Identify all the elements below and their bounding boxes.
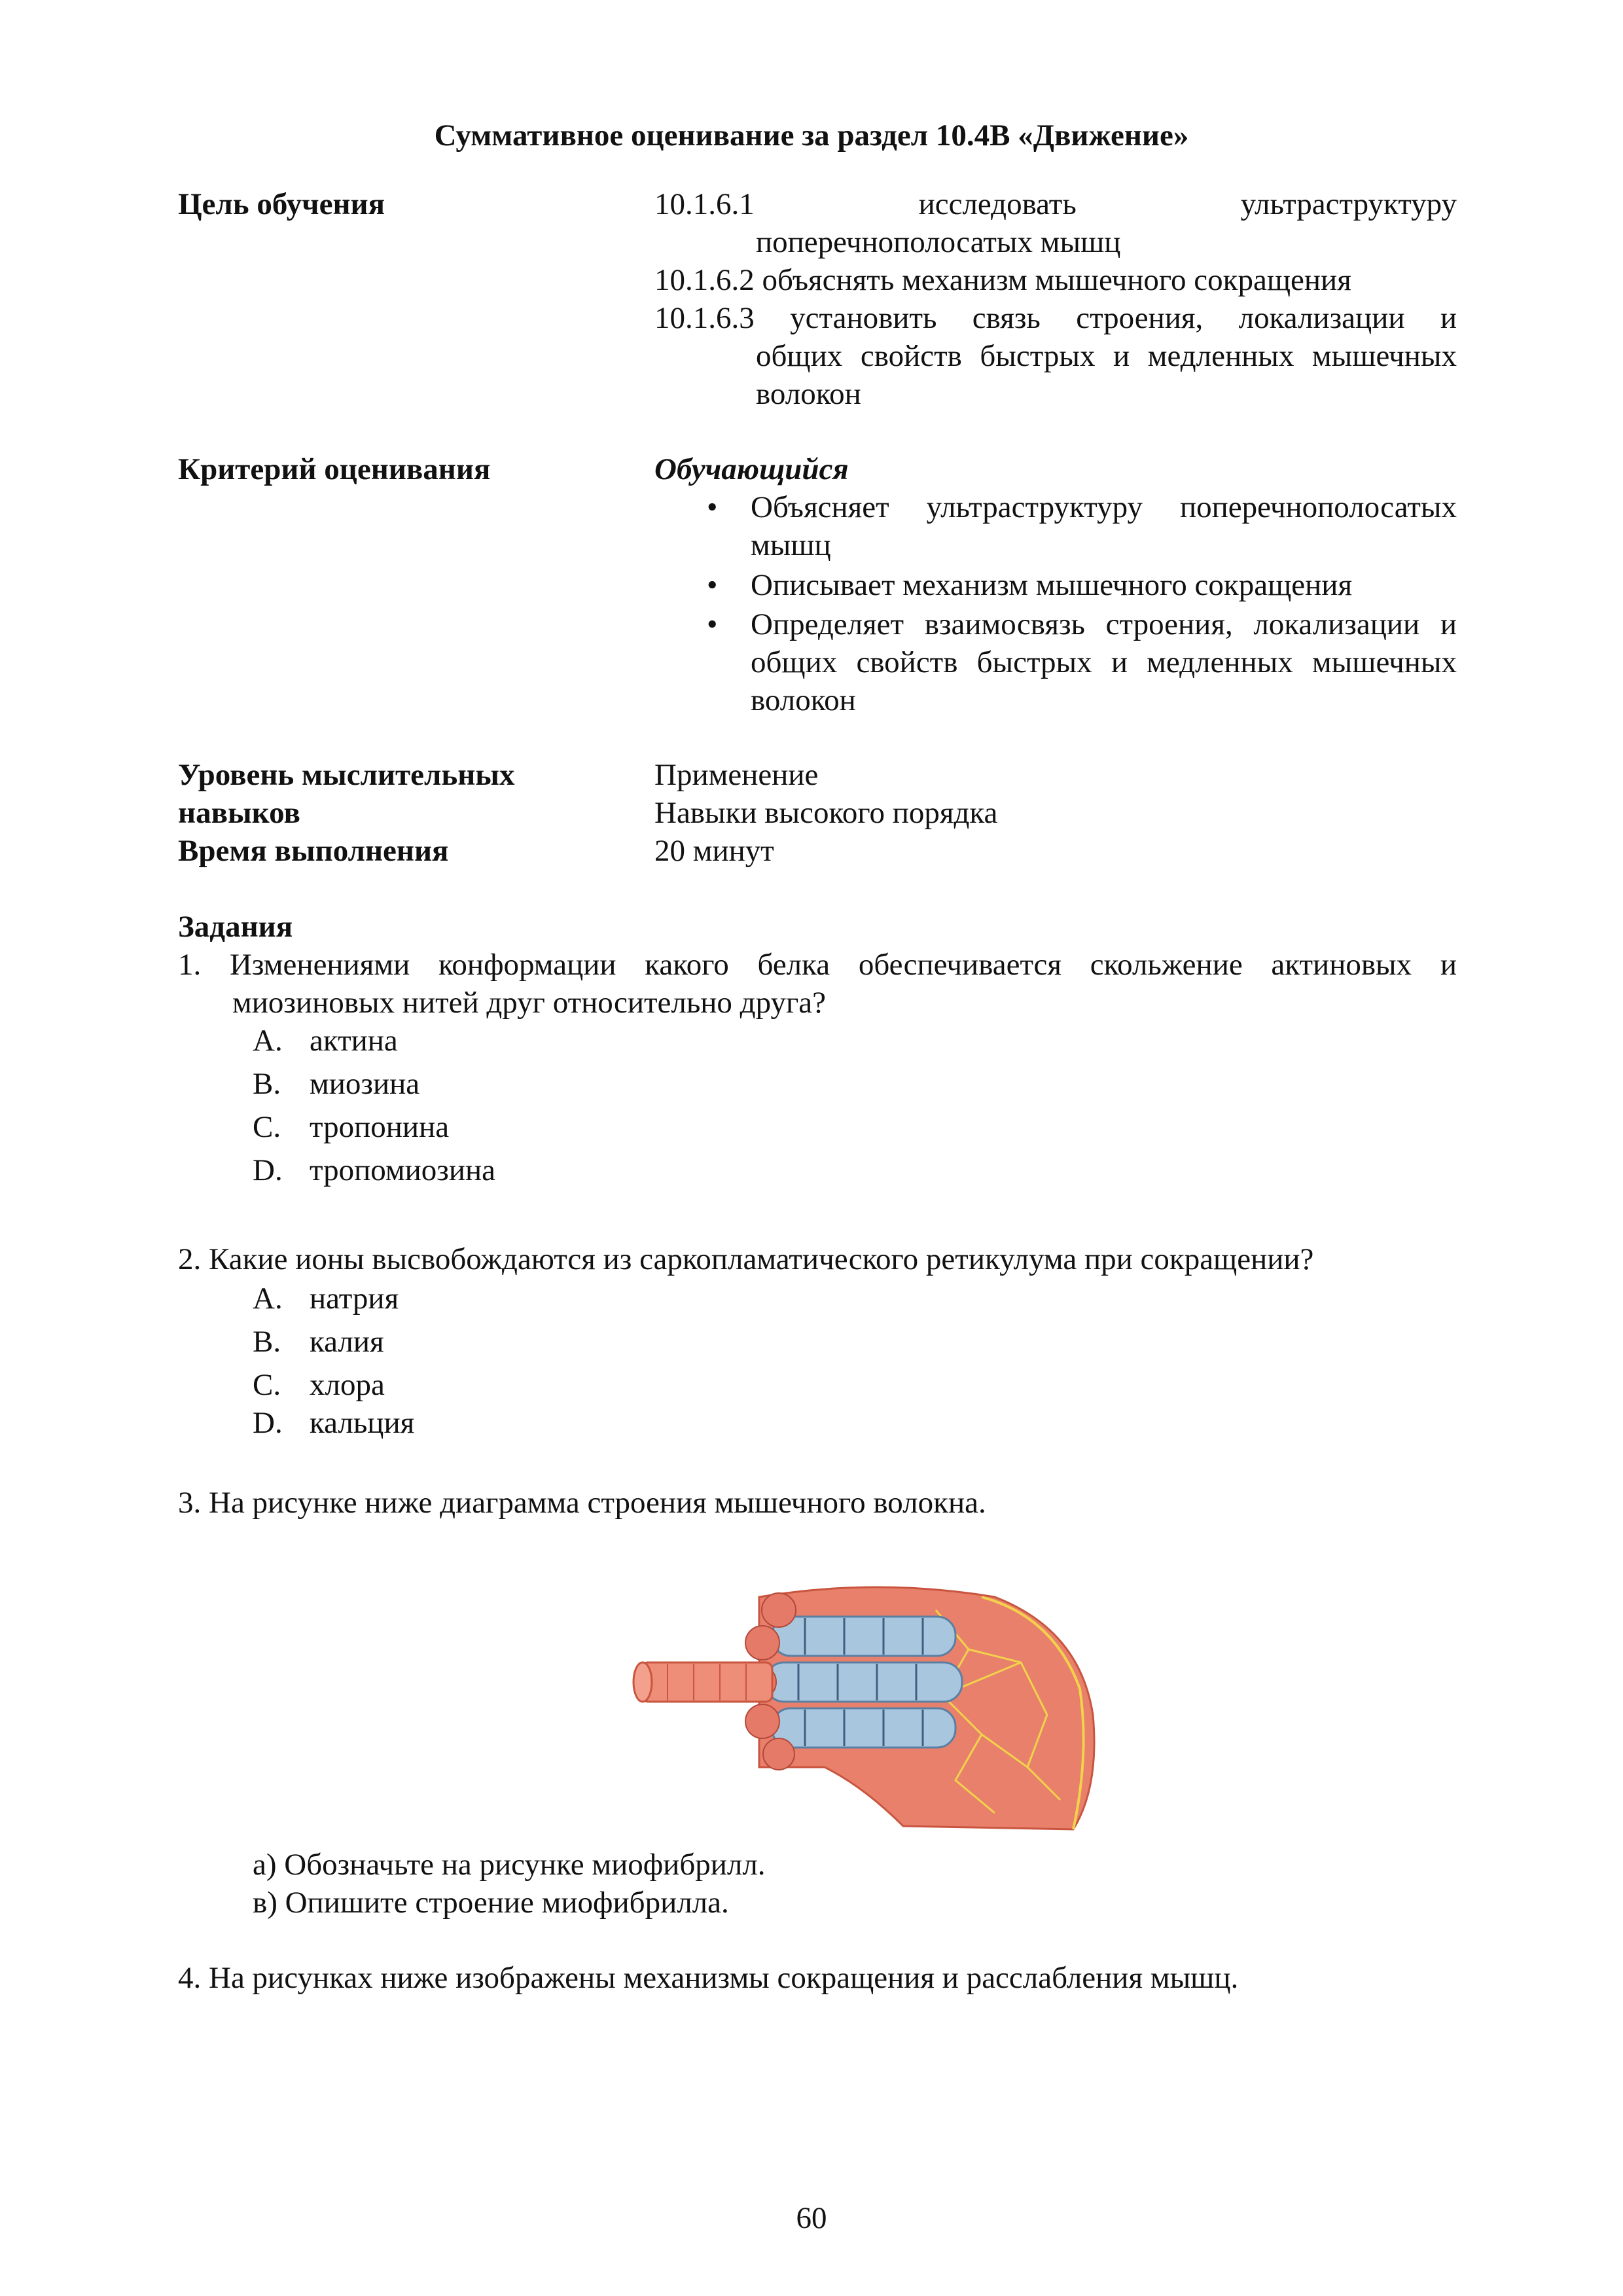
q3-sub-a: а) Обозначьте на рисунке миофибрилл. bbox=[253, 1848, 766, 1882]
objective-2 bbox=[654, 261, 1457, 299]
criteria-label: Критерий оценивания bbox=[178, 452, 491, 486]
objective-1-line2: поперечнополосатых мышц bbox=[756, 225, 1121, 259]
objective-3-text: установить связь строения, локализации и bbox=[790, 301, 1457, 335]
q1-option-c-text: тропонина bbox=[310, 1110, 450, 1144]
bullet-3-line2: общих свойств быстрых и медленных мышечных bbox=[751, 645, 1457, 679]
myofibril-tip bbox=[633, 1662, 652, 1702]
myofibril-lower bbox=[772, 1708, 955, 1748]
q2-option-b-letter: B. bbox=[253, 1325, 281, 1359]
q2-option-c-letter: C. bbox=[253, 1368, 281, 1402]
thinking-label-line1: Уровень мыслительных bbox=[178, 758, 515, 792]
thinking-value-1: Применение bbox=[654, 758, 819, 792]
criteria-subject: Обучающийся bbox=[654, 452, 849, 486]
objective-3-line3: волокон bbox=[756, 377, 861, 411]
q2-option-a-letter: A. bbox=[253, 1282, 283, 1316]
q4-text: 4. На рисунках ниже изображены механизмы сокращения и расслабления мышц. bbox=[178, 1961, 1239, 1995]
q1-option-b-text: миозина bbox=[310, 1067, 420, 1101]
thinking-label-line2: навыков bbox=[178, 796, 300, 830]
q1-option-c-letter: C. bbox=[253, 1110, 281, 1144]
projecting-myofibril bbox=[641, 1662, 772, 1702]
q1-option-a-letter: A. bbox=[253, 1024, 283, 1058]
thinking-value-2: Навыки высокого порядка bbox=[654, 796, 998, 830]
objective-3-line2: общих свойств быстрых и медленных мышечных bbox=[756, 339, 1457, 373]
q2-option-c-text: хлора bbox=[310, 1368, 385, 1402]
objective-3-code: 10.1.6.3 bbox=[654, 301, 755, 335]
bullet-3-line1: Определяет взаимосвязь строения, локализации и bbox=[751, 607, 1457, 641]
q1-option-b-letter: B. bbox=[253, 1067, 281, 1101]
objective-2-code: 10.1.6.2 bbox=[654, 263, 755, 297]
myofibril-bundles bbox=[766, 1617, 962, 1748]
page-title: Суммативное оценивание за раздел 10.4В «Движение» bbox=[434, 118, 1189, 152]
q2-option-b-text: калия bbox=[310, 1325, 384, 1359]
objective-1-code: 10.1.6.1 bbox=[654, 187, 755, 221]
q2-option-d-text: кальция bbox=[310, 1406, 415, 1440]
time-value: 20 минут bbox=[654, 834, 774, 868]
myofibril-top bbox=[772, 1617, 955, 1656]
objective-label: Цель обучения bbox=[178, 187, 385, 221]
objective-3-line1 bbox=[654, 299, 1457, 337]
bullet-3-line3: волокон bbox=[751, 683, 856, 717]
bullet-1-mark: • bbox=[707, 490, 718, 524]
q2-option-d-letter: D. bbox=[253, 1406, 283, 1440]
time-label: Время выполнения bbox=[178, 834, 449, 868]
myofibril-middle bbox=[766, 1662, 962, 1702]
q2-text: 2. Какие ионы высвобождаются из саркопламатического ретикулума при сокращении? bbox=[178, 1242, 1314, 1276]
q1-line2: миозиновых нитей друг относительно друга? bbox=[232, 986, 826, 1020]
q2-option-a-text: натрия bbox=[310, 1282, 399, 1316]
q3-sub-b: в) Опишите строение миофибрилла. bbox=[253, 1886, 729, 1920]
q1-option-d-text: тропомиозина bbox=[310, 1153, 495, 1187]
q1-line1: 1. Изменениями конформации какого белка обеспечивается скольжение актиновых и bbox=[178, 948, 1457, 982]
tasks-heading: Задания bbox=[178, 910, 293, 944]
bullet-3-mark: • bbox=[707, 607, 718, 641]
objective-1-line1 bbox=[654, 185, 1457, 223]
q3-text: 3. На рисунке ниже диаграмма строения мышечного волокна. bbox=[178, 1486, 986, 1520]
bullet-2-mark: • bbox=[707, 568, 718, 602]
objective-2-text: объяснять механизм мышечного сокращения bbox=[762, 263, 1351, 297]
bullet-1-line2: мышц bbox=[751, 528, 831, 562]
q1-option-d-letter: D. bbox=[253, 1153, 283, 1187]
muscle-fiber-diagram bbox=[628, 1571, 1113, 1833]
objective-1-text: исследовать ультраструктуру bbox=[918, 187, 1457, 221]
page-number: 60 bbox=[796, 2201, 827, 2235]
bullet-1-line1: Объясняет ультраструктуру поперечнополосатых bbox=[751, 490, 1457, 524]
bullet-2-line1: Описывает механизм мышечного сокращения bbox=[751, 568, 1353, 602]
q1-option-a-text: актина bbox=[310, 1024, 398, 1058]
